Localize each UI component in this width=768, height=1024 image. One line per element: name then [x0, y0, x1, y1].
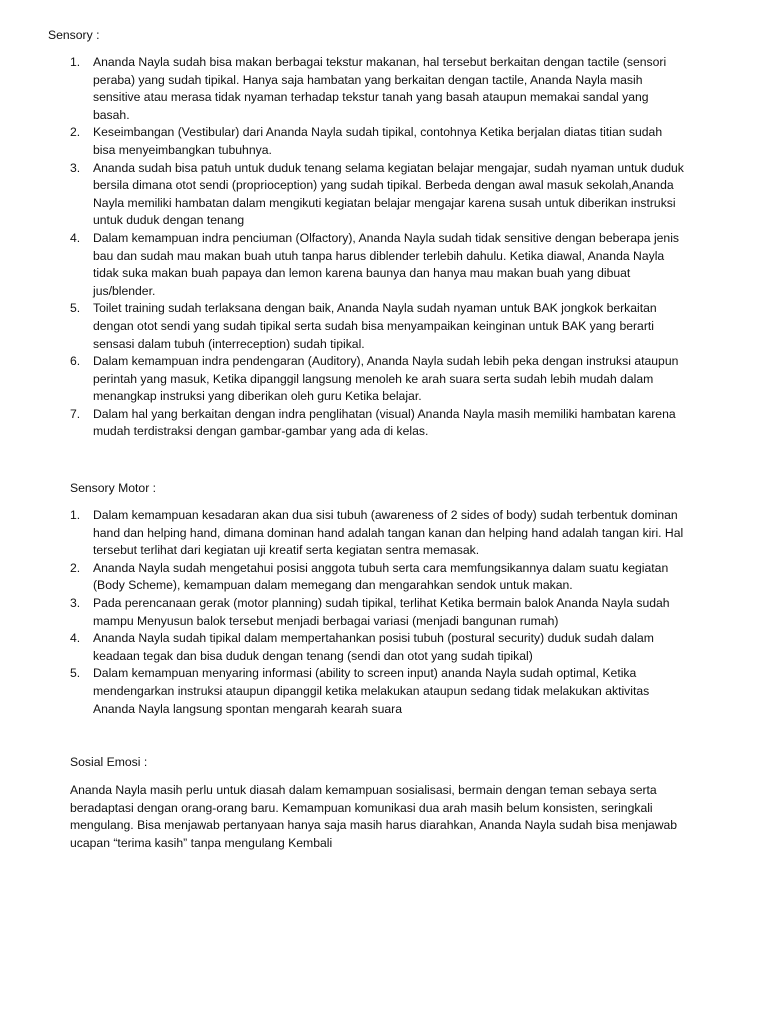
list-item-text: Ananda Nayla sudah bisa makan berbagai tekstur makanan, hal tersebut berkaitan dengan tactile (sensori peraba) yang sudah tipikal. Hanya saja hambatan yang berkaitan dengan tactile, Ananda Nayla masih sensitive atau merasa tidak nyaman terhadap tekstur tanah yang basah ataupun memakai sandal yang basah. — [93, 55, 667, 122]
list-item — [70, 54, 685, 124]
list-item-number: 5. — [70, 666, 81, 681]
list-item-text: Ananda Nayla sudah tipikal dalam mempertahankan posisi tubuh (postural security) duduk sudah dalam keadaan tegak dan bisa duduk dengan tenang (sendi dan otot yang sudah tipikal) — [93, 631, 654, 663]
list-item-number: 1. — [70, 508, 81, 522]
list-item-text: Dalam hal yang berkaitan dengan indra penglihatan (visual) Ananda Nayla masih memiliki hambatan karena mudah terdistraksi dengan gambar-gambar yang ada di kelas. — [93, 406, 676, 439]
list-item-number: 4. — [70, 631, 81, 646]
list-item-text: Keseimbangan (Vestibular) dari Ananda Nayla sudah tipikal, contohnya Ketika berjalan diatas titian sudah bisa menyeimbangkan tubuhnya. — [93, 125, 663, 157]
list-item — [70, 160, 685, 230]
list-item — [70, 353, 685, 406]
list-item — [70, 665, 685, 718]
list-item-number: 2. — [70, 560, 81, 575]
list-item-number: 2. — [70, 125, 81, 140]
list-item-text: Pada perencanaan gerak (motor planning) sudah tipikal, terlihat Ketika bermain balok Ananda Nayla sudah mampu Menyusun balok tersebut menjadi berbagai variasi (menjadi bangunan rumah) — [93, 595, 670, 628]
section-title-sosial-emosi: Sosial Emosi : — [70, 755, 148, 769]
list-item-text: Dalam kemampuan kesadaran akan dua sisi tubuh (awareness of 2 sides of body) sudah terbentuk dominan hand dan helping hand, dimana dominan hand adalah tangan kanan dan helping hand adalah tangan kiri. Hal tersebut terlihat dari kegiatan uji kreatif serta kegiatan sentra memasak. — [93, 508, 684, 558]
list-item — [70, 560, 685, 595]
list-item-number: 3. — [70, 160, 81, 175]
list-item-text: Ananda Nayla sudah mengetahui posisi anggota tubuh serta cara memfungsikannya dalam suatu kegiatan (Body Scheme), kemampuan dalam memegang dan mengarahkan sendok untuk makan. — [93, 560, 669, 593]
section-title-sensory: Sensory : — [48, 28, 100, 42]
list-item-number: 3. — [70, 595, 81, 610]
list-item-text: Ananda sudah bisa patuh untuk duduk tenang selama kegiatan belajar mengajar, sudah nyaman untuk duduk bersila dimana otot sendi (proprioception) yang sudah tipikal. Berbeda dengan awal masuk sekolah,Ananda Nayla memiliki hambatan dalam mengikuti kegiatan belajar mengajar karena susah untuk diberikan instruksi untuk duduk dengan tenang — [93, 160, 684, 228]
sensory-motor-list — [70, 507, 685, 718]
list-item — [70, 406, 685, 441]
list-item-number: 4. — [70, 230, 81, 245]
list-item-number: 1. — [70, 55, 81, 69]
list-item-text: Dalam kemampuan indra pendengaran (Auditory), Ananda Nayla sudah lebih peka dengan instruksi ataupun perintah yang masuk, Ketika dipanggil langsung menoleh ke arah suara serta sudah lebih mudah dalam menangkap instruksi yang diberikan oleh guru Ketika belajar. — [93, 354, 679, 404]
list-item-text: Dalam kemampuan menyaring informasi (ability to screen input) ananda Nayla sudah optimal, Ketika mendengarkan instruksi ataupun dipanggil ketika melakukan ataupun sedang tidak melakukan aktivitas Ananda Nayla langsung spontan mengarah kearah suara — [93, 666, 650, 716]
list-item — [70, 630, 685, 665]
list-item-text: Toilet training sudah terlaksana dengan baik, Ananda Nayla sudah nyaman untuk BAK jongkok berkaitan dengan otot sendi yang sudah tipikal serta sudah bisa menyampaikan keinginan untuk BAK yang berarti sensasi dalam tubuh (interreception) sudah tipikal. — [93, 301, 657, 351]
list-item — [70, 507, 685, 560]
list-item — [70, 300, 685, 353]
list-item — [70, 230, 685, 300]
list-item-text: Dalam kemampuan indra penciuman (Olfactory), Ananda Nayla sudah tidak sensitive dengan beberapa jenis bau dan sudah mau makan buah utuh tanpa harus diblender terlebih dahulu. Ketika diawal, Ananda Nayla tidak suka makan buah papaya dan lemon karena baunya dan hanya mau makan buah yang dibuat jus/blender. — [93, 230, 680, 298]
list-item — [70, 595, 685, 630]
section-title-sensory-motor: Sensory Motor : — [70, 481, 157, 495]
sosial-emosi-paragraph: Ananda Nayla masih perlu untuk diasah dalam kemampuan sosialisasi, bermain dengan teman sebaya serta beradaptasi dengan orang-orang baru. Kemampuan komunikasi dua arah masih belum konsisten, seringkali mengulang. Bisa menjawab pertanyaan hanya saja masih harus diarahkan, Ananda Nayla sudah bisa menjawab ucapan “terima kasih” tanpa mengulang Kembali — [70, 783, 678, 850]
list-item-number: 5. — [70, 301, 81, 316]
sensory-list — [70, 54, 685, 441]
list-item-number: 6. — [70, 354, 81, 369]
list-item-number: 7. — [70, 406, 81, 421]
list-item — [70, 124, 685, 159]
